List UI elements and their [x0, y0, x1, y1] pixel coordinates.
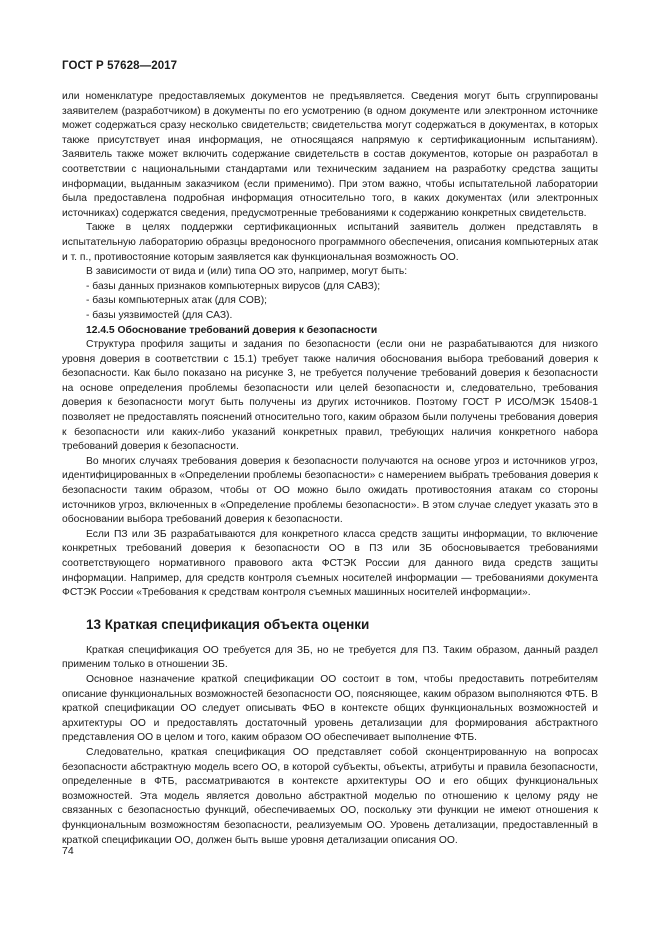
- list-item: - базы компьютерных атак (для СОВ);: [86, 295, 268, 307]
- paragraph: Краткая спецификация ОО требуется для ЗБ, но не требуется для ПЗ. Таким образом, данный раздел применим только в отношении ЗБ.: [62, 644, 598, 671]
- paragraph: В зависимости от вида и (или) типа ОО это, например, могут быть:: [86, 266, 408, 278]
- document-header: ГОСТ Р 57628—2017: [62, 60, 178, 72]
- paragraph: Во многих случаях требования доверия к безопасности получаются на основе угроз и источников угроз, идентифицированных в «Определении проблемы безопасности» с намерением выбрать требования доверия к безопасности таким образом, чтобы от ОО можно было ожидать противостояния атакам со стороны источников угроз, включенных в «Определение проблемы безопасности». В этом случае следует указать это в обосновании выбора требований доверия к безопасности.: [62, 455, 598, 526]
- paragraph: Также в целях поддержки сертификационных испытаний заявитель должен представлять в испытательную лабораторию образцы вредоносного программного обеспечения, описания компьютерных атак и т. п., противостояние которым заявляется как функциональная возможность ОО.: [62, 222, 598, 263]
- paragraph: Следовательно, краткая спецификация ОО представляет собой сконцентрированную на вопросах безопасности абстрактную модель всего ОО, в которой субъекты, объекты, атрибуты и правила безопасности, определенные в ФТБ, рассматриваются в контексте архитектуры ОО и его общих функциональных возможностей. Эта модель является довольно абстрактной моделью по отношению к целому ряду не связанных с безопасностью функций, обеспечиваемых ОО, поскольку эти функции не имеют отношения к функциональным возможностям безопасности, реализуемым ОО. Уровень детализации, предоставленный в краткой спецификации ОО, должен быть выше уровня детализации описания ОО.: [62, 746, 598, 846]
- page-number: 74: [62, 845, 74, 857]
- document-body: [62, 90, 598, 848]
- list-item: - базы уязвимостей (для САЗ).: [86, 309, 233, 321]
- paragraph: Если ПЗ или ЗБ разрабатываются для конкретного класса средств защиты информации, то включение конкретных требований доверия к безопасности ОО в ПЗ или ЗБ обосновывается требованиями соответствующего нормативного правового акта ФСТЭК России для данного вида средств защиты информации. Например, для средств контроля съемных носителей информации — требованиями документа ФСТЭК России «Требования к средствам контроля съемных машинных носителей информации».: [62, 528, 598, 599]
- section-heading: 13 Краткая спецификация объекта оценки: [86, 616, 370, 632]
- subsection-heading: 12.4.5 Обоснование требований доверия к безопасности: [86, 324, 378, 336]
- paragraph: или номенклатуре предоставляемых документов не предъявляется. Сведения могут быть сгруппированы заявителем (разработчиком) в документы по его усмотрению (в одном документе или электронном источнике может содержаться сразу несколько свидетельств; свидетельства могут содержаться в документах, в которых также присутствует иная информация, не относящаяся напрямую к сертификационным испытаниям). Заявитель также может включить содержание свидетельств в состав документов, которые он разработал в соответствии с национальными стандартами или техническим заданием на разработку средства защиты информации, выданным заказчиком (если применимо). При этом важно, чтобы испытательной лаборатории была предоставлена подробная информация относительно того, в каких документах (или электронных источниках) содержатся сведения, предусмотренные требованиями к содержанию конкретных свидетельств.: [62, 91, 598, 219]
- list-item: - базы данных признаков компьютерных вирусов (для САВЗ);: [86, 280, 381, 292]
- paragraph: Основное назначение краткой спецификации ОО состоит в том, чтобы предоставить потребителям описание функциональных возможностей безопасности ОО, поясняющее, каким образом выполняются ФТБ. В краткой спецификации ОО следует описывать ФБО в контексте общих функциональных возможностей и архитектуры ОО и предоставлять достаточный уровень детализации для формирования абстрактного представления ОО в целом и того, каким образом ОО обеспечивает выполнение ФТБ.: [62, 673, 598, 744]
- paragraph: Структура профиля защиты и задания по безопасности (если они не разрабатываются для низкого уровня доверия в соответствии с 15.1) требует также наличия обоснования выбора требований доверия к безопасности. Как было показано на рисунке 3, не требуется получение требований доверия к безопасности на основе определения проблемы безопасности или целей безопасности и, следовательно, требования доверия к безопасности могут быть получены из других источников. Поэтому ГОСТ Р ИСО/МЭК 15408-1 позволяет не предоставлять пояснений относительно того, каким образом были получены требования доверия к безопасности или каких-либо указаний конкретных правил, требующих наличия конкретного набора требований доверия к безопасности.: [62, 339, 598, 453]
